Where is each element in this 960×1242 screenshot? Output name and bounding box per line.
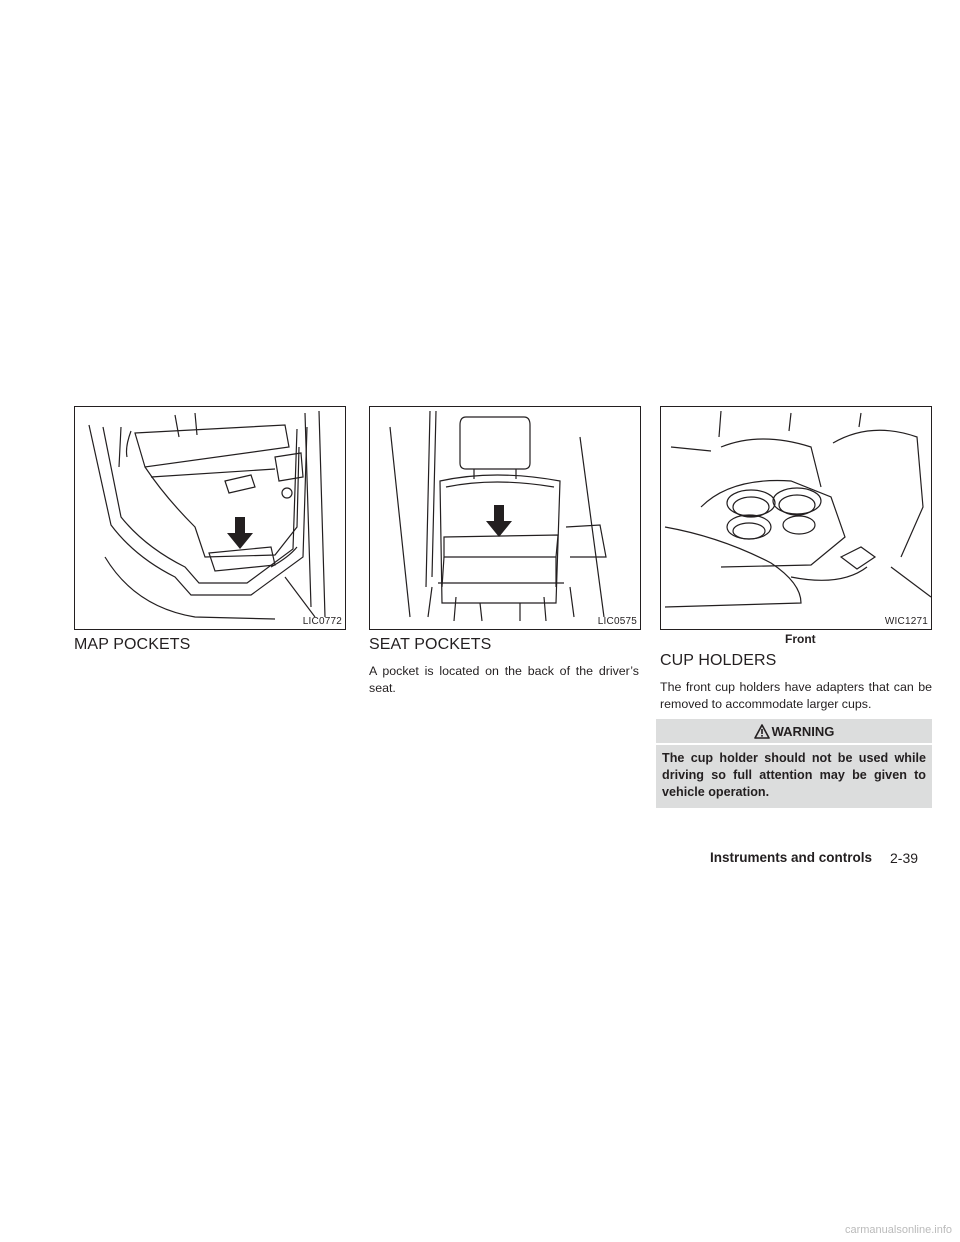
cup-holders-text: The front cup holders have adapters that can be removed to accommodate larger cups.	[660, 680, 932, 711]
warning-title: WARNING	[771, 723, 835, 739]
warning-header	[656, 719, 932, 745]
seat-pocket-illustration	[370, 407, 641, 630]
heading-cup-holders: CUP HOLDERS	[660, 652, 777, 669]
map-pocket-door-illustration	[75, 407, 346, 630]
page-number: 2-39	[890, 850, 919, 866]
cup-holder-illustration	[661, 407, 932, 630]
figure-seat-pockets	[369, 406, 641, 630]
watermark: carmanualsonline.info	[844, 1224, 952, 1236]
seat-pockets-text: A pocket is located on the back of the driver’s seat.	[369, 664, 639, 695]
figure-map-pockets	[74, 406, 346, 630]
warning-triangle-icon	[754, 724, 770, 739]
warning-box	[656, 719, 932, 808]
figure-code: LIC0772	[302, 616, 342, 627]
figure-code: WIC1271	[884, 616, 928, 627]
warning-text: The cup holder should not be used while driving so full attention may be given to vehicle operation.	[662, 751, 926, 799]
heading-map-pockets: MAP POCKETS	[74, 636, 191, 653]
heading-seat-pockets: SEAT POCKETS	[369, 636, 492, 653]
footer-section-title: Instruments and controls	[710, 850, 873, 865]
figure-code: LIC0575	[597, 616, 637, 627]
figure-cup-holders	[660, 406, 932, 630]
figure-caption-front: Front	[785, 632, 816, 646]
